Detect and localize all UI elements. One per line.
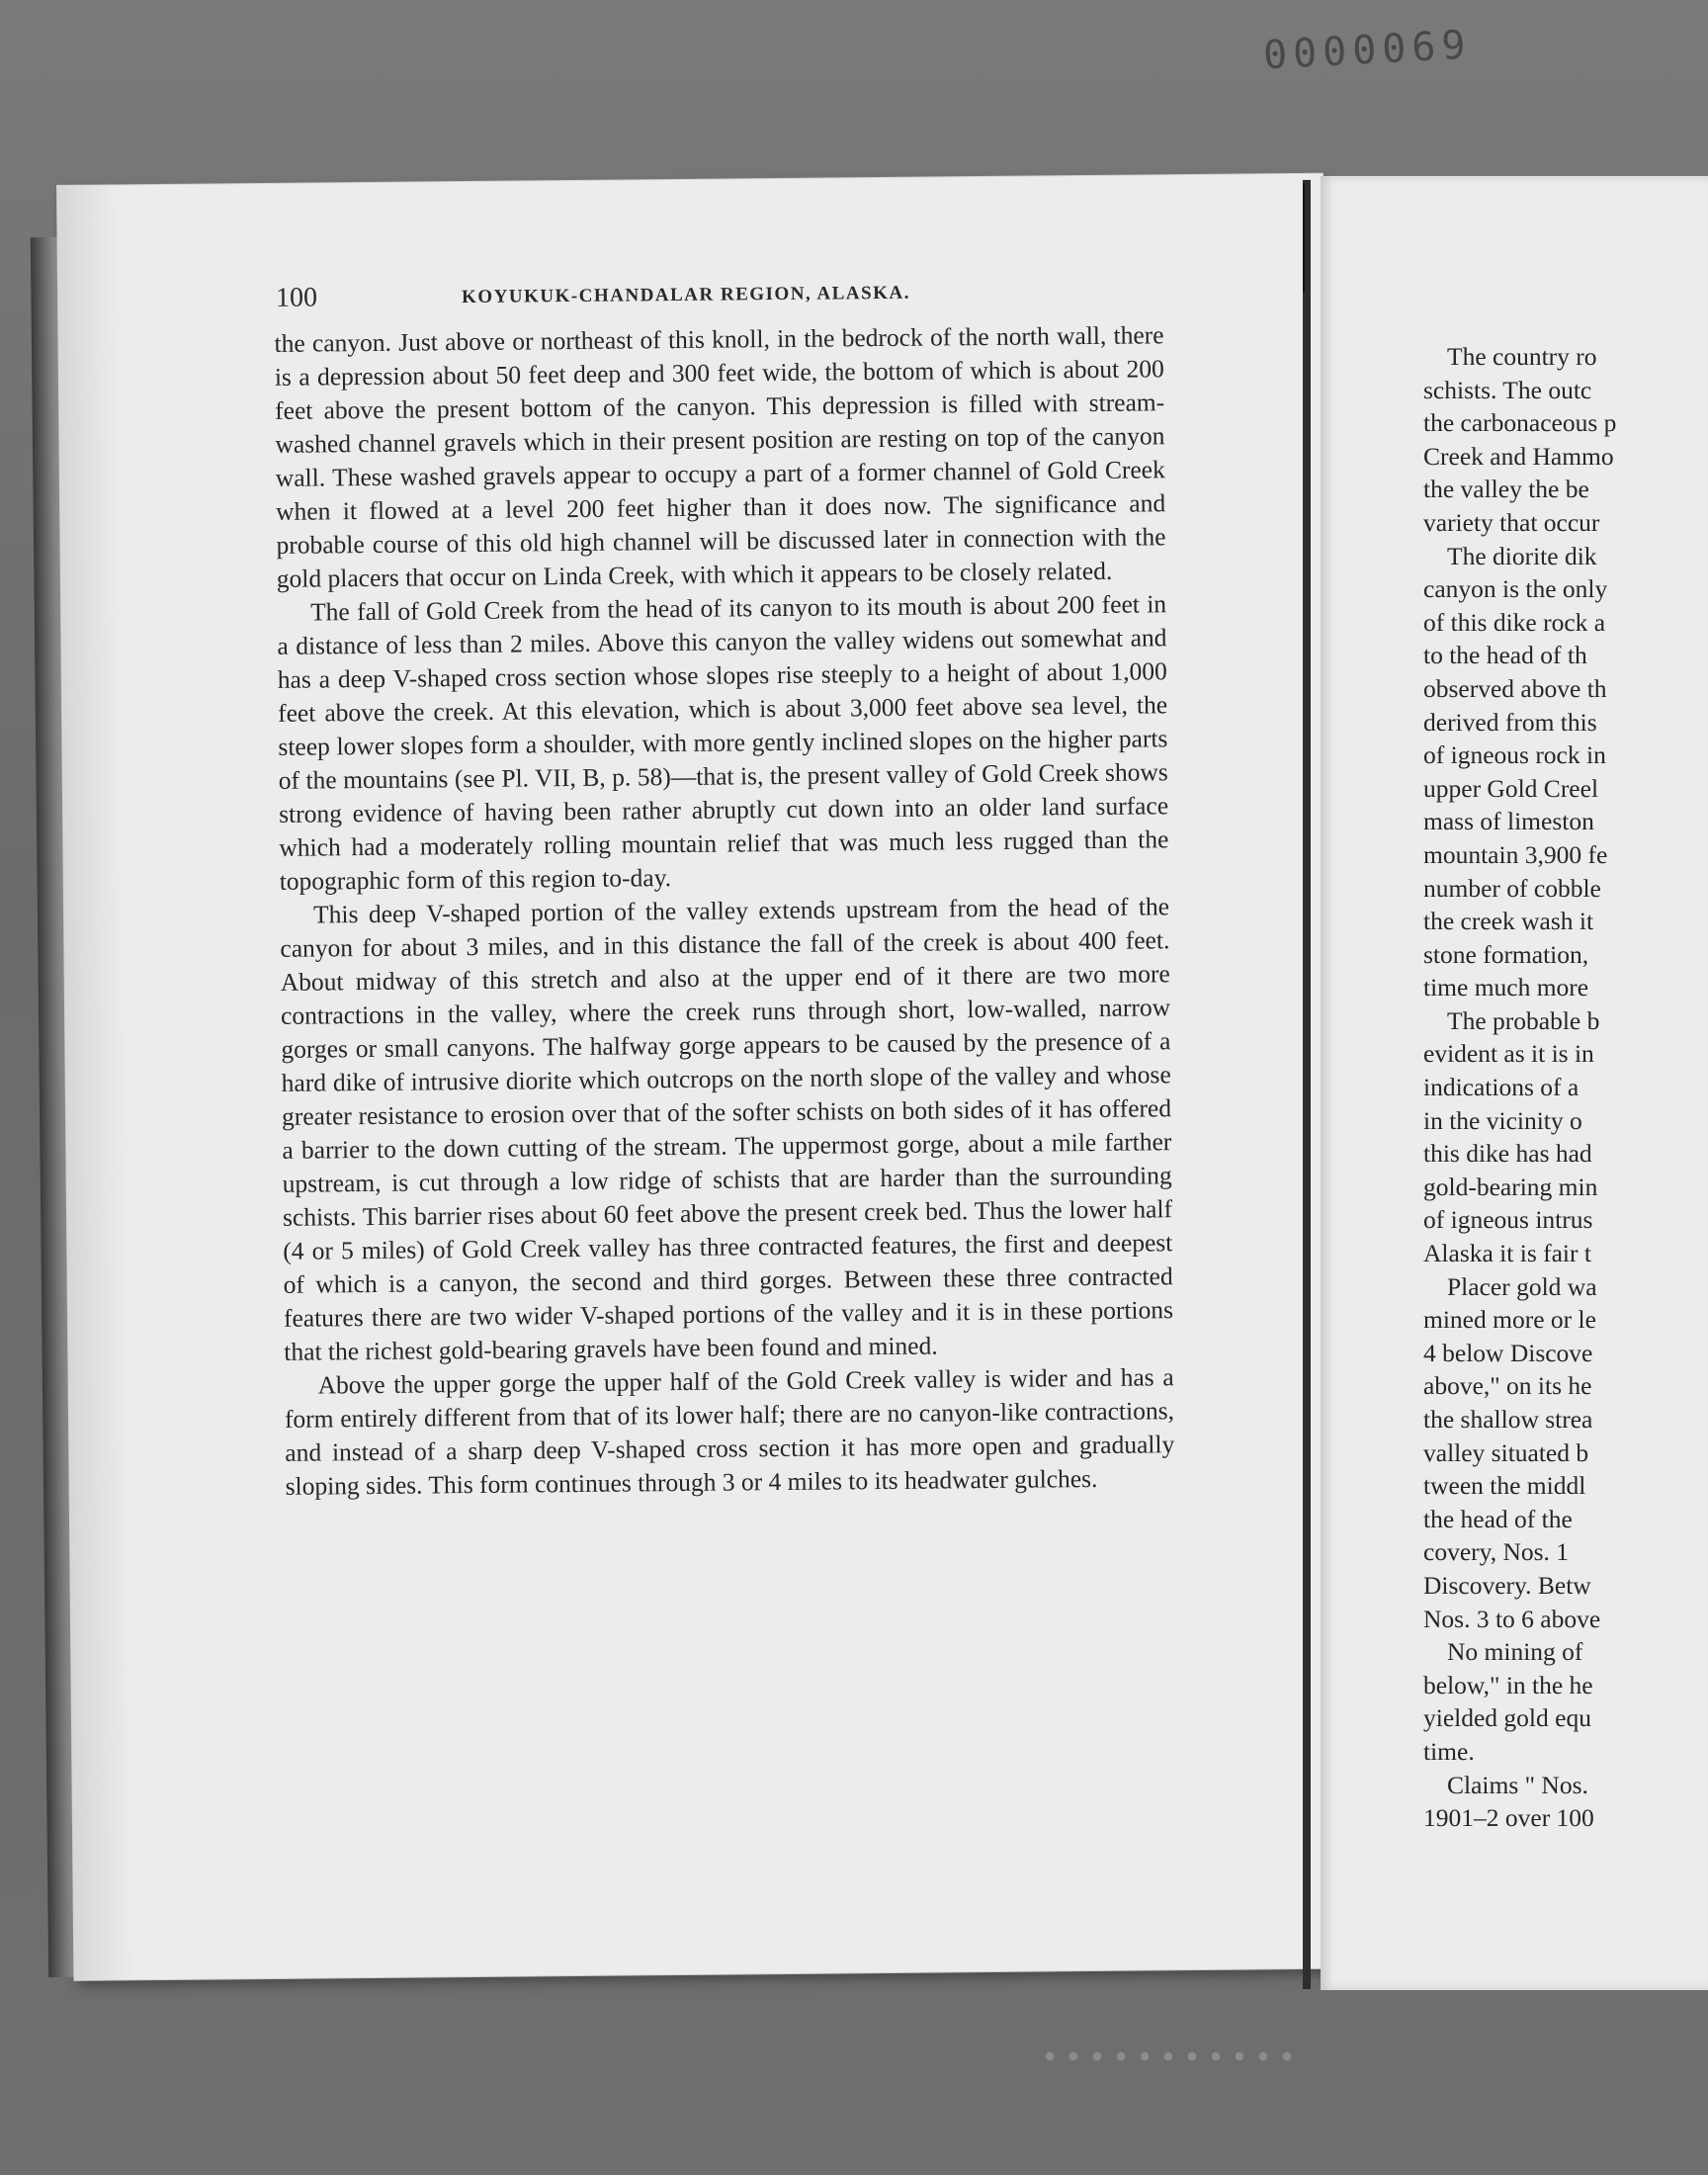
right-page-line: Nos. 3 to 6 above [1423,1604,1601,1633]
right-page-line: mass of limeston [1423,807,1594,836]
right-page-line: time. [1423,1736,1475,1766]
right-page-line: 4 below Discove [1423,1338,1593,1367]
right-page-line: The diorite dik [1447,541,1597,570]
right-page-line: time much more [1423,973,1589,1002]
right-page-line: the valley the be [1423,475,1589,504]
right-page [1321,176,1708,1990]
right-page-line: upper Gold Creel [1423,773,1599,803]
paragraph: The fall of Gold Creek from the head of its canyon to its mouth is about 200 feet in a distance of less than 2 miles. Above this canyon the valley widens out somewhat and has a deep V-shaped cross section whose slopes rise steeply to a height of about 1,000 feet above the creek. At this elevation, which is about 3,000 feet above sea level, the steep lower slopes form a shoulder, with more gently inclined slopes on the higher parts of the mountains (see Pl. VII, B, p. 58)—that is, the present valley of Gold Creek shows strong evidence of having been rather abruptly cut down into an older land surface which had a moderately rolling mountain relief that was much less rugged than the topographic form of this region to-day. [277,589,1169,896]
right-page-line: evident as it is in [1423,1039,1594,1069]
right-page-line: gold-bearing min [1423,1172,1598,1201]
right-page-line: stone formation, [1423,939,1589,969]
right-page-line: Alaska it is fair t [1423,1239,1591,1268]
scan-marks [1038,2051,1295,2061]
right-page-line: Claims " Nos. [1447,1770,1588,1799]
paragraph: This deep V-shaped portion of the valley extends upstream from the head of the canyon for about 3 miles, and in this distance the fall of the creek is about 400 feet. About midway of this stretch and also at the upper end of it there are two more contractions in the valley, where the creek runs through short, low-walled, narrow gorges or small canyons. The halfway gorge appears to be caused by the presence of a hard dike of intrusive diorite which outcrops on the north slope of the valley and whose greater resistance to erosion over that of the softer schists on both sides of it has offered a barrier to the down cutting of the stream. The uppermost gorge, about a mile farther upstream, is cut through a low ridge of schists that are harder than the surrounding schists. This barrier rises about 60 feet above the present creek bed. Thus the lower half (4 or 5 miles) of Gold Creek valley has three contracted features, the first and deepest of which is a canyon, the second and third gorges. Between these three contracted features there are two wider V-shaped portions of the valley and it is in these portions that the richest gold-bearing gravels have been found and mined. [280,892,1174,1366]
spine-line [1303,183,1305,292]
left-page [57,174,1339,1980]
right-page-line: this dike has had [1423,1139,1592,1169]
right-page-line: Creek and Hammo [1423,441,1614,471]
right-page-line: mountain 3,900 fe [1423,839,1608,869]
right-page-line: variety that occur [1423,507,1600,537]
right-page-line: Placer gold wa [1447,1271,1597,1301]
right-page-line: the head of the [1423,1504,1573,1533]
paragraph: the canyon. Just above or northeast of this knoll, in the bedrock of the north wall, there is a depression about 50 feet deep and 300 feet wide, the bottom of which is about 200 feet above the present bottom of the canyon. This depression is filled with stream-washed channel gravels which in their present position are resting on top of the canyon wall. These washed gravels appear to occupy a part of a former channel of Gold Creek when it flowed at a level 200 feet higher than it does now. The significance and probable course of this old high channel will be discussed later in connection with the gold placers that occur on Linda Creek, with which it appears to be closely related. [274,320,1166,593]
page-header [276,274,1165,322]
right-page-line: canyon is the only [1423,574,1608,604]
right-page-line: above," on its he [1423,1371,1592,1401]
right-page-line: of igneous intrus [1423,1205,1593,1235]
right-page-line: tween the middl [1423,1471,1586,1501]
right-page-line: yielded gold equ [1423,1703,1591,1733]
body-text [274,318,1174,1504]
right-page-line: schists. The outc [1423,375,1592,404]
page-number: 100 [275,282,318,313]
right-page-line: in the vicinity o [1423,1105,1582,1135]
paragraph: Above the upper gorge the upper half of the Gold Creek valley is wider and has a form entirely different from that of its lower half; there are no canyon-like contractions, and instead of a sharp deep V-shaped cross section it has more open and gradually sloping sides. This form continues through 3 or 4 miles to its headwater gulches. [284,1362,1175,1501]
right-page-line: covery, Nos. 1 [1423,1537,1570,1567]
running-head: KOYUKUK-CHANDALAR REGION, ALASKA. [461,282,910,308]
right-page-text [1423,340,1708,1835]
right-page-line: of igneous rock in [1423,740,1606,770]
right-page-line: the carbonaceous p [1423,408,1617,438]
right-page-line: No mining of [1447,1637,1583,1667]
right-page-line: number of cobble [1423,873,1601,903]
right-page-line: below," in the he [1423,1670,1593,1699]
right-page-line: indications of a [1423,1073,1580,1102]
right-page-line: derived from this [1423,707,1597,737]
book-gutter [1303,180,1311,1989]
right-page-line: observed above th [1423,673,1607,703]
right-page-line: valley situated b [1423,1437,1589,1467]
right-page-line: 1901–2 over 100 [1423,1803,1594,1833]
right-page-line: Discovery. Betw [1423,1570,1591,1600]
right-page-line: mined more or le [1423,1305,1596,1335]
right-page-line: the creek wash it [1423,907,1594,936]
right-page-line: of this dike rock a [1423,607,1606,637]
right-page-line: The probable b [1447,1005,1600,1035]
right-page-line: The country ro [1447,342,1597,371]
archive-stamp: 0000069 [1261,22,1473,79]
right-page-line: the shallow strea [1423,1405,1593,1434]
right-page-line: to the head of th [1423,641,1587,670]
